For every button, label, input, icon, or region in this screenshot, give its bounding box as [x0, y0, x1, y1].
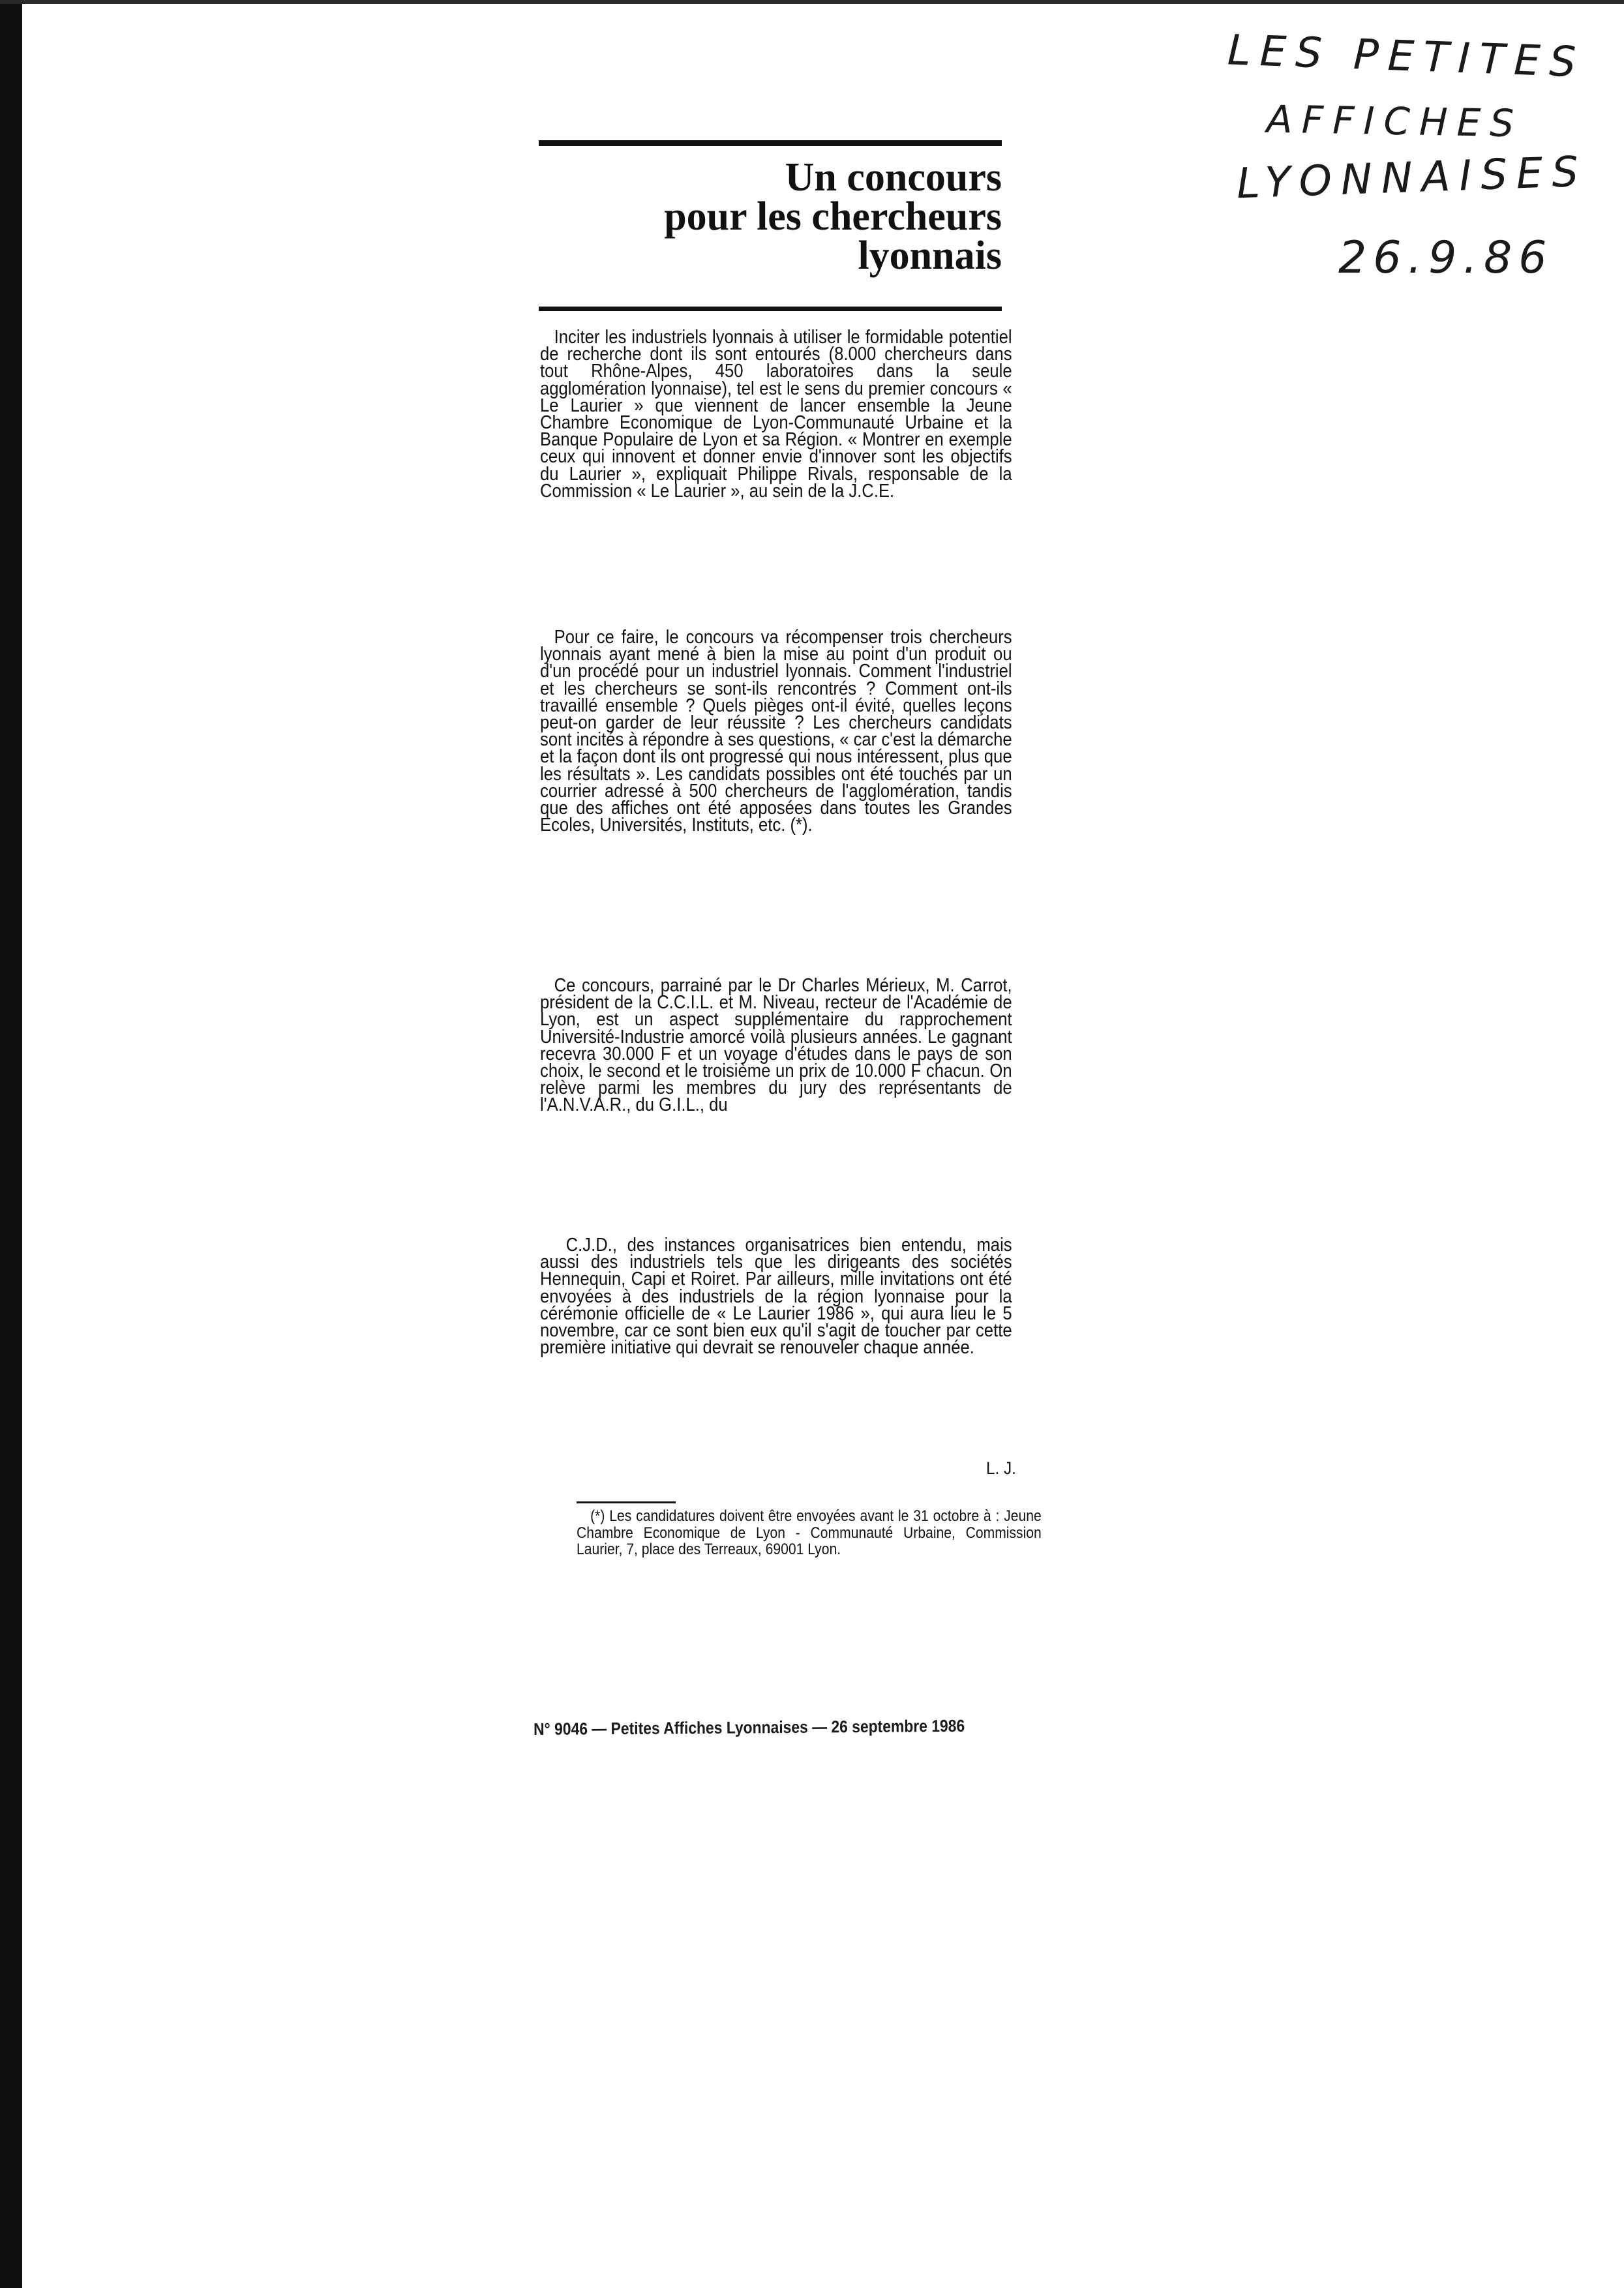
- scan-edge: [0, 0, 22, 2288]
- footnote: [577, 1508, 1042, 1558]
- headline-line-2: pour les chercheurs: [664, 194, 1002, 239]
- article-paragraph-3: [540, 977, 1012, 1114]
- publication-footer: N° 9046 — Petites Affiches Lyonnaises — 26 septembre 1986: [534, 1715, 965, 1739]
- paragraph-text: Ce concours, parrainé par le Dr Charles Mérieux, M. Carrot, président de la C.C.I.L. et M. Niveau, recteur de l'Académie de Lyon, est un aspect supplémentaire du rapprochement Université-Industrie amorcé voilà plusieurs années. Le gagnant recevra 30.000 F et un voyage d'études dans le pays de son choix, le second et le troisième un prix de 10.000 F chacun. On relève parmi les membres du jury des représentants de l'A.N.V.A.R., du G.I.L., du: [540, 975, 1012, 1116]
- handwritten-publication-line-1: LES PETITES: [1226, 26, 1586, 87]
- handwritten-date: 26.9.86: [1338, 232, 1554, 284]
- footnote-rule: [577, 1501, 676, 1503]
- headline-line-1: Un concours: [785, 155, 1002, 200]
- article-paragraph-4: [540, 1235, 1012, 1359]
- paragraph-text: C.J.D., des instances organisatrices bien entendu, mais aussi des industriels tels que les dirigeants des sociétés Hennequin, Capi et Roiret. Par ailleurs, mille invitations ont été envoyées à des industriels de la région lyonnaise pour la cérémonie officielle de « Le Laurier 1986 », qui aura lieu le 5 novembre, car ce sont bien eux qu'il s'agit de toucher par cette première initiative qui devrait se renouveler chaque année.: [540, 1235, 1012, 1359]
- headline-bottom-rule: [539, 307, 1002, 311]
- author-initials: L. J.: [986, 1458, 1016, 1478]
- handwritten-publication-line-2: AFFICHES: [1266, 97, 1524, 146]
- article-paragraph-2: [540, 629, 1012, 834]
- footnote-text: (*) Les candidatures doivent être envoyées avant le 31 octobre à : Jeune Chambre Economique de Lyon - Communauté Urbaine, Commission Laurier, 7, place des Terreaux, 69001 Lyon.: [577, 1507, 1042, 1558]
- headline-line-3: lyonnais: [858, 233, 1002, 278]
- scan-edge-top: [0, 0, 1624, 4]
- article-paragraph-1: [540, 329, 1012, 500]
- article-headline: [664, 155, 1002, 278]
- paragraph-text: Inciter les industriels lyonnais à utiliser le formidable potentiel de recherche dont ils sont entourés (8.000 chercheurs dans tout Rhône-Alpes, 450 laboratoires dans la seule agglomération lyonnaise), tel est le sens du premier concours « Le Laurier » que viennent de lancer ensemble la Jeune Chambre Economique de Lyon-Communauté Urbaine et la Banque Populaire de Lyon et sa Région. « Montrer en exemple ceux qui innovent et donner envie d'innover sont les objectifs du Laurier », expliquait Philippe Rivals, responsable de la Commission « Le Laurier », au sein de la J.C.E.: [540, 327, 1012, 502]
- handwritten-publication-line-3: LYONNAISES: [1235, 147, 1589, 209]
- headline-top-rule: [539, 140, 1002, 146]
- paragraph-text: Pour ce faire, le concours va récompenser trois chercheurs lyonnais ayant mené à bien la mise au point d'un produit ou d'un procédé pour un industriel lyonnais. Comment l'industriel et les chercheurs se sont-ils rencontrés ? Comment ont-ils travaillé ensemble ? Quels pièges ont-il évité, quelles leçons peut-on garder de leur réussite ? Les chercheurs candidats sont incités à répondre à ses questions, « car c'est la démarche et la façon dont ils ont progressé qui nous intéressent, plus que les résultats ». Les candidats possibles ont été touchés par un courrier adressé à 500 chercheurs de l'agglomération, tandis que des affiches ont été apposées dans toutes les Grandes Ecoles, Universités, Instituts, etc. (*).: [540, 627, 1012, 836]
